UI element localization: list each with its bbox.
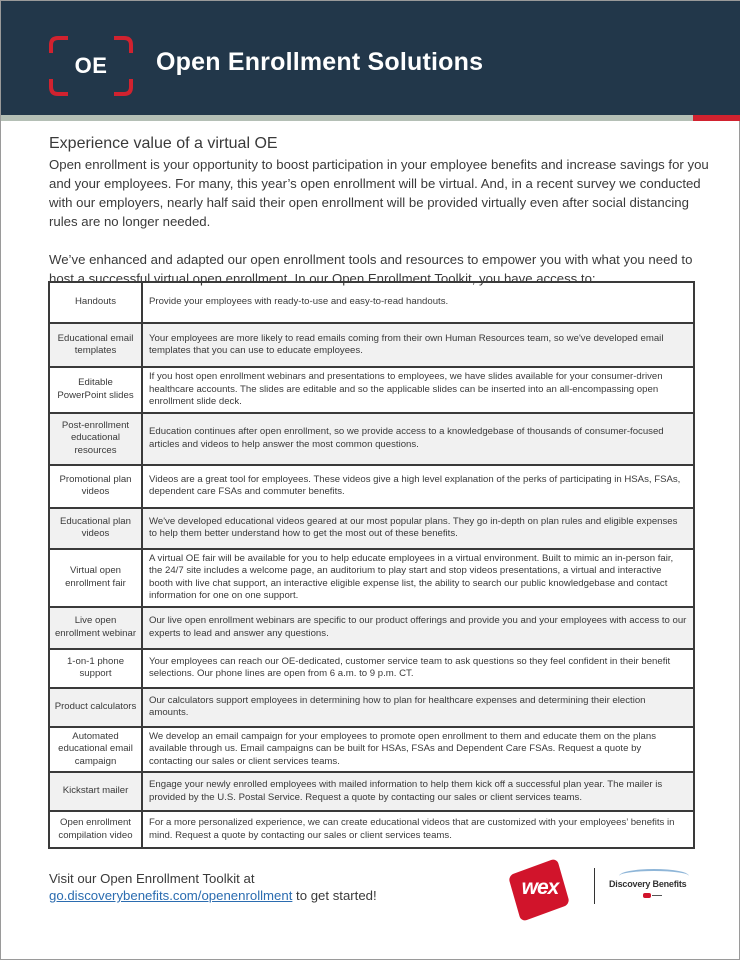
- footer-line-2: [49, 887, 377, 904]
- intro-text: [49, 155, 709, 288]
- tool-name: Promotional plan videos: [49, 465, 142, 508]
- wex-company-mark-icon: [643, 893, 663, 898]
- tool-name: Editable PowerPoint slides: [49, 367, 142, 413]
- wex-logo-text: wex: [521, 876, 559, 899]
- table-row: [49, 727, 694, 773]
- table-row: [49, 649, 694, 688]
- header-stripe-accent: [693, 115, 740, 121]
- footer-suffix: to get started!: [292, 888, 377, 903]
- wex-logo: [509, 864, 571, 918]
- company-tagline-mark: [652, 895, 662, 896]
- tool-description: A virtual OE fair will be available for you to help educate employees in a virtual environment. Built to mimic an in-person fair, the 24/7 site includes a welcome page, an auditorium to play start and stop videos presentations, a virtual and interactive booth with live chat support, an interactive eligible expense list, the ability to search our public knowledgebase and contact information for one on one support.: [142, 549, 694, 607]
- table-row: [49, 282, 694, 323]
- tool-description: For a more personalized experience, we can create educational videos that are customized with your employees’ benefits in mind. Request a quote by contacting our sales or client services teams.: [142, 811, 694, 848]
- tool-name: Educational email templates: [49, 323, 142, 367]
- toolkit-link[interactable]: go.discoverybenefits.com/openenrollment: [49, 888, 293, 903]
- logo-divider: [594, 868, 595, 904]
- table-row: [49, 688, 694, 727]
- footer-line-1: Visit our Open Enrollment Toolkit at: [49, 871, 255, 886]
- section-heading: Experience value of a virtual OE: [49, 135, 278, 152]
- tool-description: Education continues after open enrollment, so we provide access to a knowledgebase of thousands of consumer-focused articles and videos to help answer the most common questions.: [142, 413, 694, 465]
- table-row: [49, 772, 694, 811]
- page-title: Open Enrollment Solutions: [156, 48, 484, 76]
- tool-description: Your employees can reach our OE-dedicated, customer service team to ask questions so they feel confident in their benefit selections. Our phone lines are open from 6 a.m. to 9 p.m. CT.: [142, 649, 694, 688]
- tool-name: Kickstart mailer: [49, 772, 142, 811]
- tool-description: Provide your employees with ready-to-use and easy-to-read handouts.: [142, 282, 694, 323]
- table-row: [49, 367, 694, 413]
- tool-name: Post-enrollment educational resources: [49, 413, 142, 465]
- tool-name: Educational plan videos: [49, 508, 142, 549]
- tool-name: Open enrollment compilation video: [49, 811, 142, 848]
- tool-description: Videos are a great tool for employees. These videos give a high level explanation of the perks of participating in HSAs, FSAs, dependent care FSAs and commuter benefits.: [142, 465, 694, 508]
- tool-name: Live open enrollment webinar: [49, 607, 142, 649]
- tool-description: We've developed educational videos geared at our most popular plans. They go in-depth on plan rules and eligible expenses to help them better understand how to get the most out of these benefits.: [142, 508, 694, 549]
- tool-name: Virtual open enrollment fair: [49, 549, 142, 607]
- intro-paragraph: Open enrollment is your opportunity to boost participation in your employee benefits and increase savings for you and your employees. For many, this year’s open enrollment will be virtual. And, in a recent survey we conducted with our employers, nearly half said their open enrollment will be provided virtually even after social distancing rules are no longer needed.: [49, 157, 709, 229]
- oe-badge: [48, 35, 134, 97]
- tool-description: If you host open enrollment webinars and presentations to employees, we have slides available for your consumer-driven healthcare accounts. The slides are editable and so the applicable slides can be inserted into an all-encompassing open enrollment slide deck.: [142, 367, 694, 413]
- tool-name: Product calculators: [49, 688, 142, 727]
- intro-paragraph: We’ve enhanced and adapted our open enrollment tools and resources to empower you with what you need to host a successful virtual open enrollment. In our Open Enrollment Toolkit, you have access to:: [49, 252, 693, 286]
- table-row: [49, 607, 694, 649]
- footer-cta: [49, 870, 377, 904]
- header-stripe: [1, 115, 740, 121]
- tool-name: 1-on-1 phone support: [49, 649, 142, 688]
- table-row: [49, 323, 694, 367]
- table-row: [49, 413, 694, 465]
- tool-description: We develop an email campaign for your employees to promote open enrollment to them and educate them on the plans available through us. Email campaigns can be built for HSAs, FSAs and Dependent Care FSAs. Request a quote by contacting our sales or client services teams.: [142, 727, 694, 773]
- table-row: [49, 508, 694, 549]
- oe-badge-text: OE: [74, 53, 108, 78]
- table-row: [49, 549, 694, 607]
- tool-name: Handouts: [49, 282, 142, 323]
- toolkit-table: [48, 281, 695, 849]
- table-row: [49, 811, 694, 848]
- tool-name: Automated educational email campaign: [49, 727, 142, 773]
- table-row: [49, 465, 694, 508]
- tool-description: Our calculators support employees in determining how to plan for healthcare expenses and determining their election amounts.: [142, 688, 694, 727]
- discovery-benefits-logo: [609, 869, 701, 905]
- tool-description: Engage your newly enrolled employees with mailed information to help them kick off a successful plan year. The mailer is provided by the U.S. Postal Service. Request a quote by contacting our sales or client services teams.: [142, 772, 694, 811]
- tool-description: Your employees are more likely to read emails coming from their own Human Resources team, so we've developed email templates that you can use to educate employees.: [142, 323, 694, 367]
- wex-mini-mark: [643, 893, 651, 898]
- discovery-benefits-text: Discovery Benefits: [609, 879, 687, 889]
- tool-description: Our live open enrollment webinars are specific to our product offerings and provide you and your employees with access to our experts to lead and answer any questions.: [142, 607, 694, 649]
